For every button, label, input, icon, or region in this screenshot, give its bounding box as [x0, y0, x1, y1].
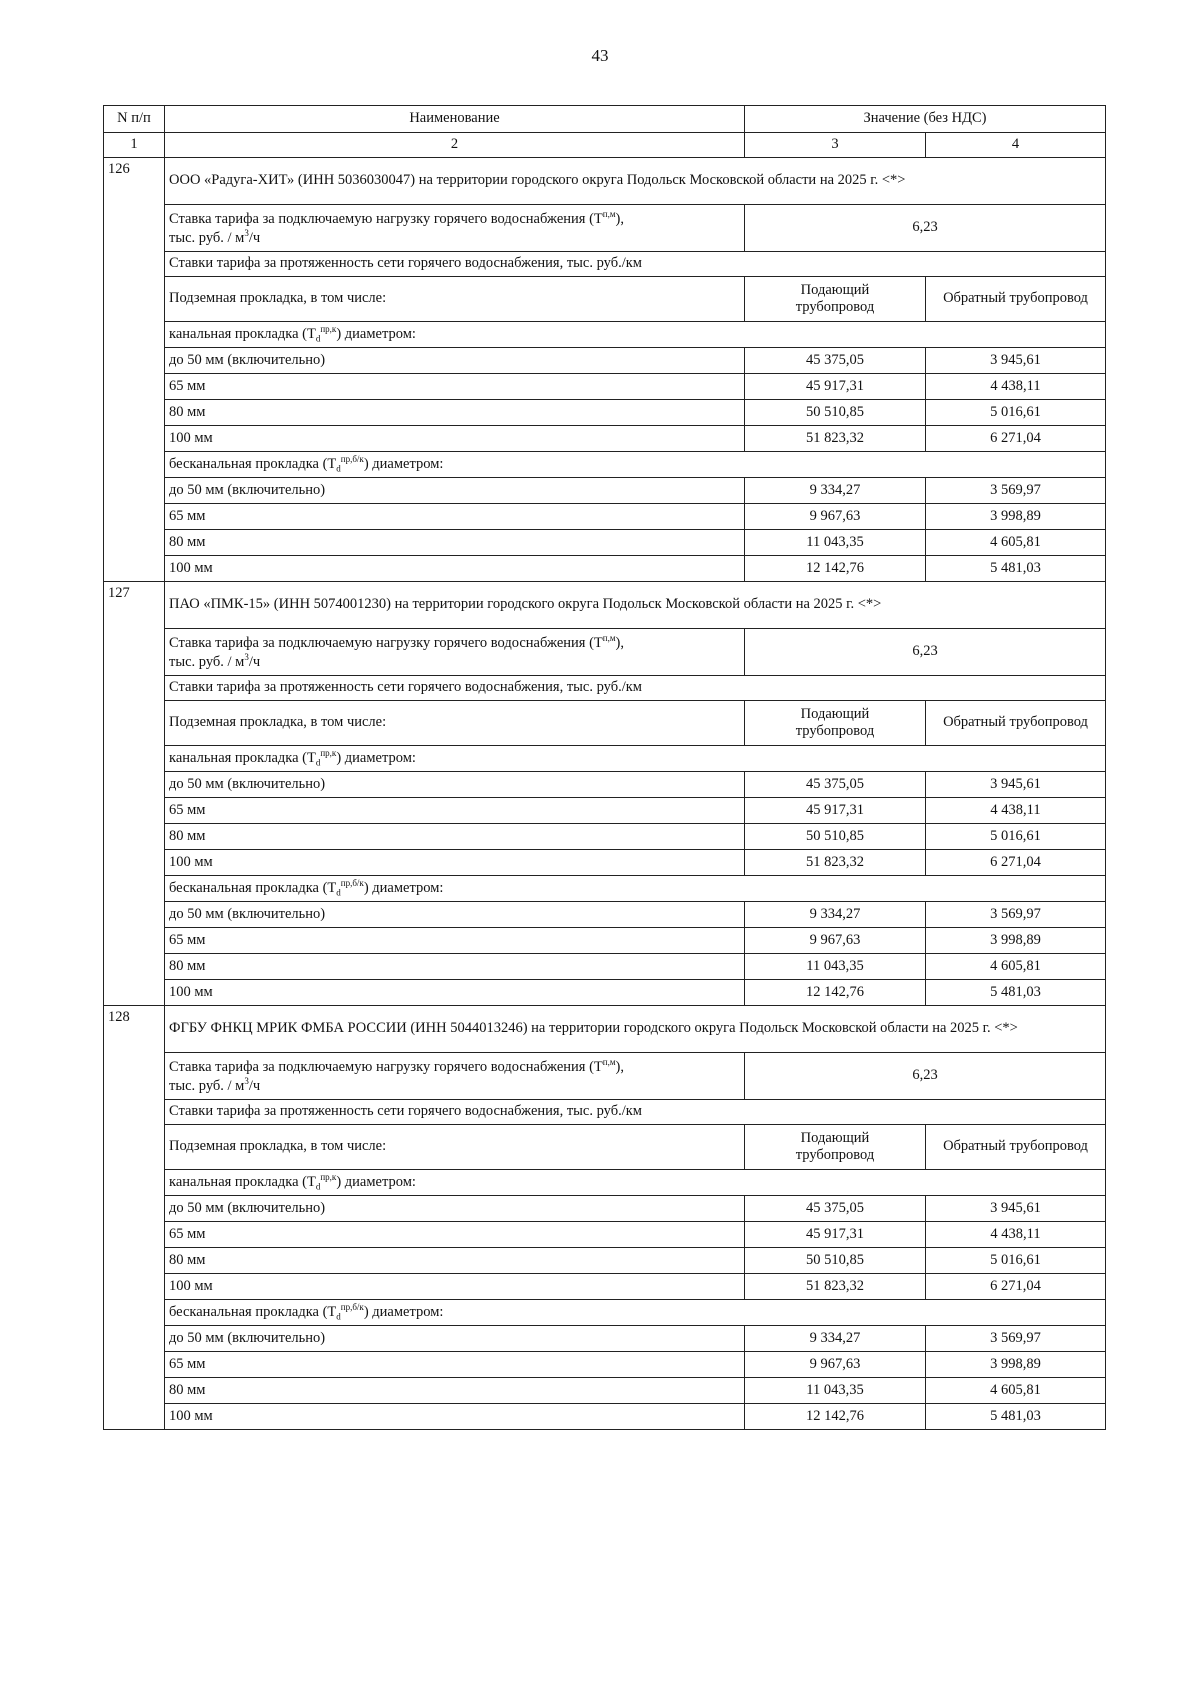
table-row	[104, 374, 1106, 400]
return-value: 4 438,11	[926, 1222, 1106, 1248]
table-row	[104, 980, 1106, 1006]
nochannel-laying-row	[104, 452, 1106, 478]
diameter-label: 65 мм	[165, 798, 745, 824]
nochannel-laying-label	[165, 1300, 1106, 1326]
table-row	[104, 1326, 1106, 1352]
return-pipe-header: Обратный трубопровод	[926, 1125, 1106, 1170]
underground-row	[104, 277, 1106, 322]
rate-label-unit-end: /ч	[248, 653, 261, 670]
supply-value: 45 375,05	[745, 772, 926, 798]
rate-label-text: Ставка тарифа за подключаемую нагрузку горячего водоснабжения (Т	[169, 634, 603, 651]
underground-label: Подземная прокладка, в том числе:	[165, 1125, 745, 1170]
nochannel-label-sub: d	[336, 1311, 341, 1322]
nochannel-label-sup: пр,б/к	[340, 1302, 364, 1313]
org-number: 127	[104, 582, 165, 1006]
channel-label-sub: d	[315, 757, 321, 768]
return-value: 5 016,61	[926, 400, 1106, 426]
connection-rate-row	[104, 205, 1106, 252]
channel-laying-label	[165, 322, 1106, 348]
nochannel-label-text: бесканальная прокладка (Т	[169, 456, 337, 473]
supply-value: 11 043,35	[745, 530, 926, 556]
return-value: 4 605,81	[926, 954, 1106, 980]
supply-value: 9 967,63	[745, 504, 926, 530]
supply-pipe-header	[745, 1125, 926, 1170]
diameter-label: 80 мм	[165, 400, 745, 426]
return-value: 5 016,61	[926, 824, 1106, 850]
return-value: 6 271,04	[926, 426, 1106, 452]
nochannel-laying-label	[165, 452, 1106, 478]
connection-rate-label	[165, 629, 745, 676]
header-row	[104, 106, 1106, 133]
page-number: 43	[591, 46, 609, 65]
rate-label-close: ),	[615, 1058, 624, 1075]
connection-rate-row	[104, 629, 1106, 676]
return-value: 4 605,81	[926, 530, 1106, 556]
table-row	[104, 1378, 1106, 1404]
supply-pipe-header	[745, 701, 926, 746]
supply-pipe-line1: Подающий	[800, 1129, 870, 1146]
return-value: 3 945,61	[926, 1196, 1106, 1222]
diameter-label: до 50 мм (включительно)	[165, 1326, 745, 1352]
supply-value: 12 142,76	[745, 980, 926, 1006]
return-value: 4 438,11	[926, 798, 1106, 824]
return-value: 3 569,97	[926, 478, 1106, 504]
table-row	[104, 478, 1106, 504]
diameter-label: 65 мм	[165, 1222, 745, 1248]
diameter-label: 65 мм	[165, 504, 745, 530]
connection-rate-row	[104, 1053, 1106, 1100]
channel-laying-row	[104, 1170, 1106, 1196]
return-value: 6 271,04	[926, 1274, 1106, 1300]
table-row	[104, 1274, 1106, 1300]
supply-value: 11 043,35	[745, 954, 926, 980]
org-number: 128	[104, 1006, 165, 1430]
nochannel-label-end: ) диаметром:	[363, 456, 444, 473]
org-number: 126	[104, 158, 165, 582]
column-number: 2	[165, 133, 745, 158]
supply-value: 9 334,27	[745, 1326, 926, 1352]
length-rate-label: Ставки тарифа за протяженность сети горячего водоснабжения, тыс. руб./км	[165, 252, 1106, 277]
supply-pipe-line2: трубопровод	[795, 1147, 875, 1163]
diameter-label: до 50 мм (включительно)	[165, 902, 745, 928]
supply-value: 9 334,27	[745, 902, 926, 928]
diameter-label: 100 мм	[165, 980, 745, 1006]
supply-value: 50 510,85	[745, 1248, 926, 1274]
supply-value: 50 510,85	[745, 824, 926, 850]
org-title: ПАО «ПМК-15» (ИНН 5074001230) на территории городского округа Подольск Московской области на 2025 г. <*>	[165, 582, 1106, 629]
diameter-label: 80 мм	[165, 530, 745, 556]
diameter-label: 100 мм	[165, 1274, 745, 1300]
tariff-table-body	[104, 106, 1106, 1430]
supply-value: 45 917,31	[745, 798, 926, 824]
table-row	[104, 348, 1106, 374]
rate-label-superscript: п,м	[602, 1056, 616, 1067]
diameter-label: до 50 мм (включительно)	[165, 1196, 745, 1222]
supply-value: 51 823,32	[745, 850, 926, 876]
rate-label-text: Ставка тарифа за подключаемую нагрузку горячего водоснабжения (Т	[169, 210, 603, 227]
header-name: Наименование	[165, 106, 745, 133]
return-value: 3 945,61	[926, 348, 1106, 374]
rate-label-unit-power: 3	[244, 1076, 249, 1086]
rate-label-unit-end: /ч	[248, 1077, 261, 1094]
table-row	[104, 1352, 1106, 1378]
channel-label-sub: d	[315, 333, 321, 344]
return-value: 4 438,11	[926, 374, 1106, 400]
return-value: 3 998,89	[926, 1352, 1106, 1378]
nochannel-label-sub: d	[336, 463, 341, 474]
table-row	[104, 954, 1106, 980]
underground-label: Подземная прокладка, в том числе:	[165, 701, 745, 746]
table-row	[104, 902, 1106, 928]
header-num: N п/п	[104, 106, 165, 133]
table-row	[104, 426, 1106, 452]
diameter-label: до 50 мм (включительно)	[165, 348, 745, 374]
return-value: 3 945,61	[926, 772, 1106, 798]
table-row	[104, 772, 1106, 798]
supply-pipe-line2: трубопровод	[795, 299, 875, 315]
channel-label-sup: пр,к	[320, 1172, 337, 1183]
diameter-label: 65 мм	[165, 928, 745, 954]
return-value: 3 569,97	[926, 1326, 1106, 1352]
connection-rate-value: 6,23	[745, 1053, 1106, 1100]
channel-label-end: ) диаметром:	[336, 326, 416, 343]
rate-label-superscript: п,м	[602, 208, 616, 219]
channel-laying-row	[104, 746, 1106, 772]
diameter-label: 65 мм	[165, 1352, 745, 1378]
supply-value: 9 967,63	[745, 1352, 926, 1378]
channel-label-text: канальная прокладка (Т	[169, 750, 316, 767]
rate-label-text: Ставка тарифа за подключаемую нагрузку горячего водоснабжения (Т	[169, 1058, 603, 1075]
nochannel-laying-row	[104, 1300, 1106, 1326]
table-row	[104, 1404, 1106, 1430]
diameter-label: до 50 мм (включительно)	[165, 478, 745, 504]
supply-value: 9 334,27	[745, 478, 926, 504]
supply-value: 12 142,76	[745, 556, 926, 582]
nochannel-label-end: ) диаметром:	[363, 880, 444, 897]
connection-rate-label	[165, 1053, 745, 1100]
underground-row	[104, 1125, 1106, 1170]
channel-label-sup: пр,к	[320, 748, 337, 759]
diameter-label: 80 мм	[165, 954, 745, 980]
return-value: 4 605,81	[926, 1378, 1106, 1404]
length-rate-label: Ставки тарифа за протяженность сети горячего водоснабжения, тыс. руб./км	[165, 676, 1106, 701]
nochannel-laying-row	[104, 876, 1106, 902]
table-row	[104, 400, 1106, 426]
table-row	[104, 798, 1106, 824]
return-pipe-header: Обратный трубопровод	[926, 701, 1106, 746]
diameter-label: 80 мм	[165, 1248, 745, 1274]
supply-value: 51 823,32	[745, 1274, 926, 1300]
rate-label-unit-end: /ч	[248, 229, 261, 246]
column-number-row	[104, 133, 1106, 158]
diameter-label: до 50 мм (включительно)	[165, 772, 745, 798]
channel-laying-row	[104, 322, 1106, 348]
table-row	[104, 556, 1106, 582]
channel-label-sup: пр,к	[320, 324, 337, 335]
channel-label-end: ) диаметром:	[336, 750, 416, 767]
supply-pipe-line2: трубопровод	[795, 723, 875, 739]
supply-value: 11 043,35	[745, 1378, 926, 1404]
return-pipe-header: Обратный трубопровод	[926, 277, 1106, 322]
column-number: 1	[104, 133, 165, 158]
table-row	[104, 1196, 1106, 1222]
return-value: 3 569,97	[926, 902, 1106, 928]
supply-value: 45 917,31	[745, 1222, 926, 1248]
supply-pipe-line1: Подающий	[800, 705, 870, 722]
org-title-row	[104, 1006, 1106, 1053]
connection-rate-label	[165, 205, 745, 252]
supply-value: 45 375,05	[745, 1196, 926, 1222]
return-value: 3 998,89	[926, 928, 1106, 954]
diameter-label: 100 мм	[165, 850, 745, 876]
rate-label-unit-power: 3	[244, 652, 249, 662]
return-value: 5 016,61	[926, 1248, 1106, 1274]
rate-label-close: ),	[615, 634, 624, 651]
underground-label: Подземная прокладка, в том числе:	[165, 277, 745, 322]
supply-value: 51 823,32	[745, 426, 926, 452]
diameter-label: 100 мм	[165, 1404, 745, 1430]
diameter-label: 100 мм	[165, 426, 745, 452]
return-value: 5 481,03	[926, 980, 1106, 1006]
diameter-label: 100 мм	[165, 556, 745, 582]
tariff-table	[103, 105, 1106, 1430]
channel-laying-label	[165, 746, 1106, 772]
table-row	[104, 504, 1106, 530]
channel-label-end: ) диаметром:	[336, 1174, 416, 1191]
supply-value: 12 142,76	[745, 1404, 926, 1430]
connection-rate-value: 6,23	[745, 629, 1106, 676]
table-row	[104, 824, 1106, 850]
table-row	[104, 928, 1106, 954]
supply-value: 45 375,05	[745, 348, 926, 374]
nochannel-label-text: бесканальная прокладка (Т	[169, 1304, 337, 1321]
org-title-row	[104, 158, 1106, 205]
header-value: Значение (без НДС)	[745, 106, 1106, 133]
underground-row	[104, 701, 1106, 746]
rate-label-unit: тыс. руб. / м	[169, 1077, 245, 1094]
nochannel-label-sub: d	[336, 887, 341, 898]
diameter-label: 80 мм	[165, 824, 745, 850]
supply-pipe-line1: Подающий	[800, 281, 870, 298]
diameter-label: 65 мм	[165, 374, 745, 400]
length-rate-row	[104, 676, 1106, 701]
diameter-label: 80 мм	[165, 1378, 745, 1404]
return-value: 5 481,03	[926, 556, 1106, 582]
length-rate-label: Ставки тарифа за протяженность сети горячего водоснабжения, тыс. руб./км	[165, 1100, 1106, 1125]
rate-label-unit: тыс. руб. / м	[169, 229, 245, 246]
column-number: 4	[926, 133, 1106, 158]
return-value: 6 271,04	[926, 850, 1106, 876]
org-title: ООО «Радуга-ХИТ» (ИНН 5036030047) на территории городского округа Подольск Московской области на 2025 г. <*>	[165, 158, 1106, 205]
supply-value: 50 510,85	[745, 400, 926, 426]
table-row	[104, 1248, 1106, 1274]
nochannel-label-end: ) диаметром:	[363, 1304, 444, 1321]
column-number: 3	[745, 133, 926, 158]
org-title-row	[104, 582, 1106, 629]
supply-value: 9 967,63	[745, 928, 926, 954]
table-row	[104, 530, 1106, 556]
return-value: 3 998,89	[926, 504, 1106, 530]
supply-value: 45 917,31	[745, 374, 926, 400]
channel-label-sub: d	[315, 1181, 321, 1192]
rate-label-close: ),	[615, 210, 624, 227]
rate-label-superscript: п,м	[602, 632, 616, 643]
length-rate-row	[104, 252, 1106, 277]
supply-pipe-header	[745, 277, 926, 322]
channel-label-text: канальная прокладка (Т	[169, 326, 316, 343]
table-row	[104, 1222, 1106, 1248]
rate-label-unit-power: 3	[244, 228, 249, 238]
table-row	[104, 850, 1106, 876]
connection-rate-value: 6,23	[745, 205, 1106, 252]
length-rate-row	[104, 1100, 1106, 1125]
rate-label-unit: тыс. руб. / м	[169, 653, 245, 670]
nochannel-label-sup: пр,б/к	[340, 454, 364, 465]
org-title: ФГБУ ФНКЦ МРИК ФМБА РОССИИ (ИНН 5044013246) на территории городского округа Подольск Московской области на 2025 г. <*>	[165, 1006, 1106, 1053]
nochannel-label-text: бесканальная прокладка (Т	[169, 880, 337, 897]
channel-laying-label	[165, 1170, 1106, 1196]
channel-label-text: канальная прокладка (Т	[169, 1174, 316, 1191]
nochannel-laying-label	[165, 876, 1106, 902]
nochannel-label-sup: пр,б/к	[340, 878, 364, 889]
return-value: 5 481,03	[926, 1404, 1106, 1430]
